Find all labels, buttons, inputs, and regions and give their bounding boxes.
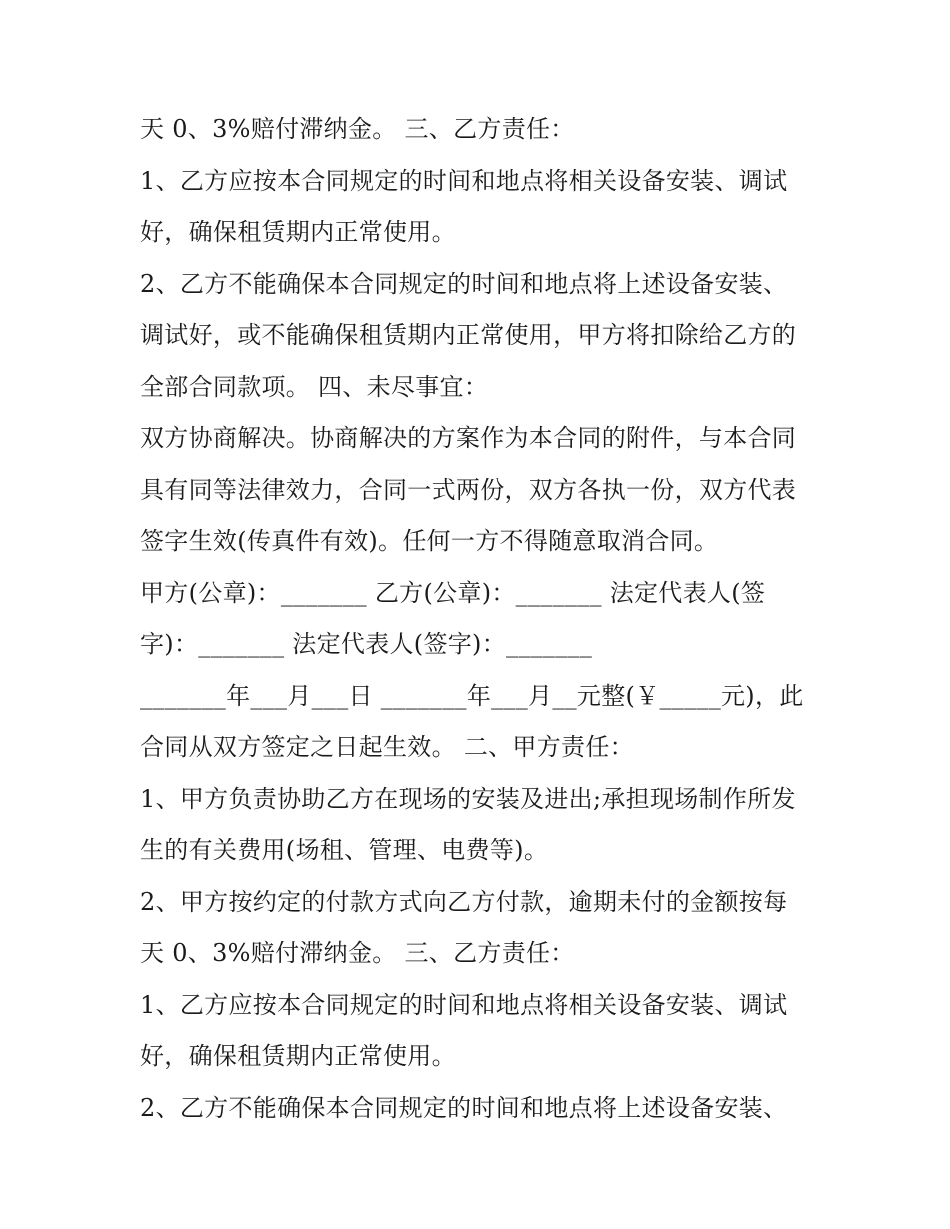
text-line: 2、乙方不能确保本合同规定的时间和地点将上述设备安装、 [140, 1093, 788, 1122]
text-line: _______年___月___日 _______年___月__元整(￥_____元)，此 [140, 681, 804, 710]
text-line: 1、乙方应按本合同规定的时间和地点将相关设备安装、调试 [140, 990, 788, 1019]
text-line: 2、乙方不能确保本合同规定的时间和地点将上述设备安装、 [140, 269, 788, 298]
text-line: 生的有关费用(场租、管理、电费等)。 [140, 836, 549, 864]
text-line: 具有同等法律效力，合同一式两份，双方各执一份，双方代表 [140, 475, 797, 504]
text-line: 好，确保租赁期内正常使用。 [140, 1042, 456, 1070]
text-line: 全部合同款项。 四、未尽事宜： [140, 372, 489, 401]
document-body [140, 104, 830, 1134]
text-line: 签字生效(传真件有效)。任何一方不得随意取消合同。 [140, 527, 719, 555]
text-line: 字)：_______ 法定代表人(签字)：_______ [140, 630, 593, 658]
text-line: 合同从双方签定之日起生效。 二、甲方责任： [140, 733, 634, 761]
text-line: 1、乙方应按本合同规定的时间和地点将相关设备安装、调试 [140, 166, 788, 195]
text-line: 甲方(公章)：_______ 乙方(公章)：_______ 法定代表人(签 [140, 578, 766, 607]
text-line: 1、甲方负责协助乙方在现场的安装及进出;承担现场制作所发 [140, 784, 796, 813]
text-line: 天 0、3%赔付滞纳金。 三、乙方责任： [140, 115, 575, 143]
text-line: 调试好，或不能确保租赁期内正常使用，甲方将扣除给乙方的 [140, 321, 797, 349]
text-line: 2、甲方按约定的付款方式向乙方付款，逾期未付的金额按每 [140, 887, 788, 916]
text-line: 双方协商解决。协商解决的方案作为本合同的附件，与本合同 [140, 424, 797, 452]
text-line: 好，确保租赁期内正常使用。 [140, 218, 456, 246]
text-line: 天 0、3%赔付滞纳金。 三、乙方责任： [140, 939, 575, 967]
